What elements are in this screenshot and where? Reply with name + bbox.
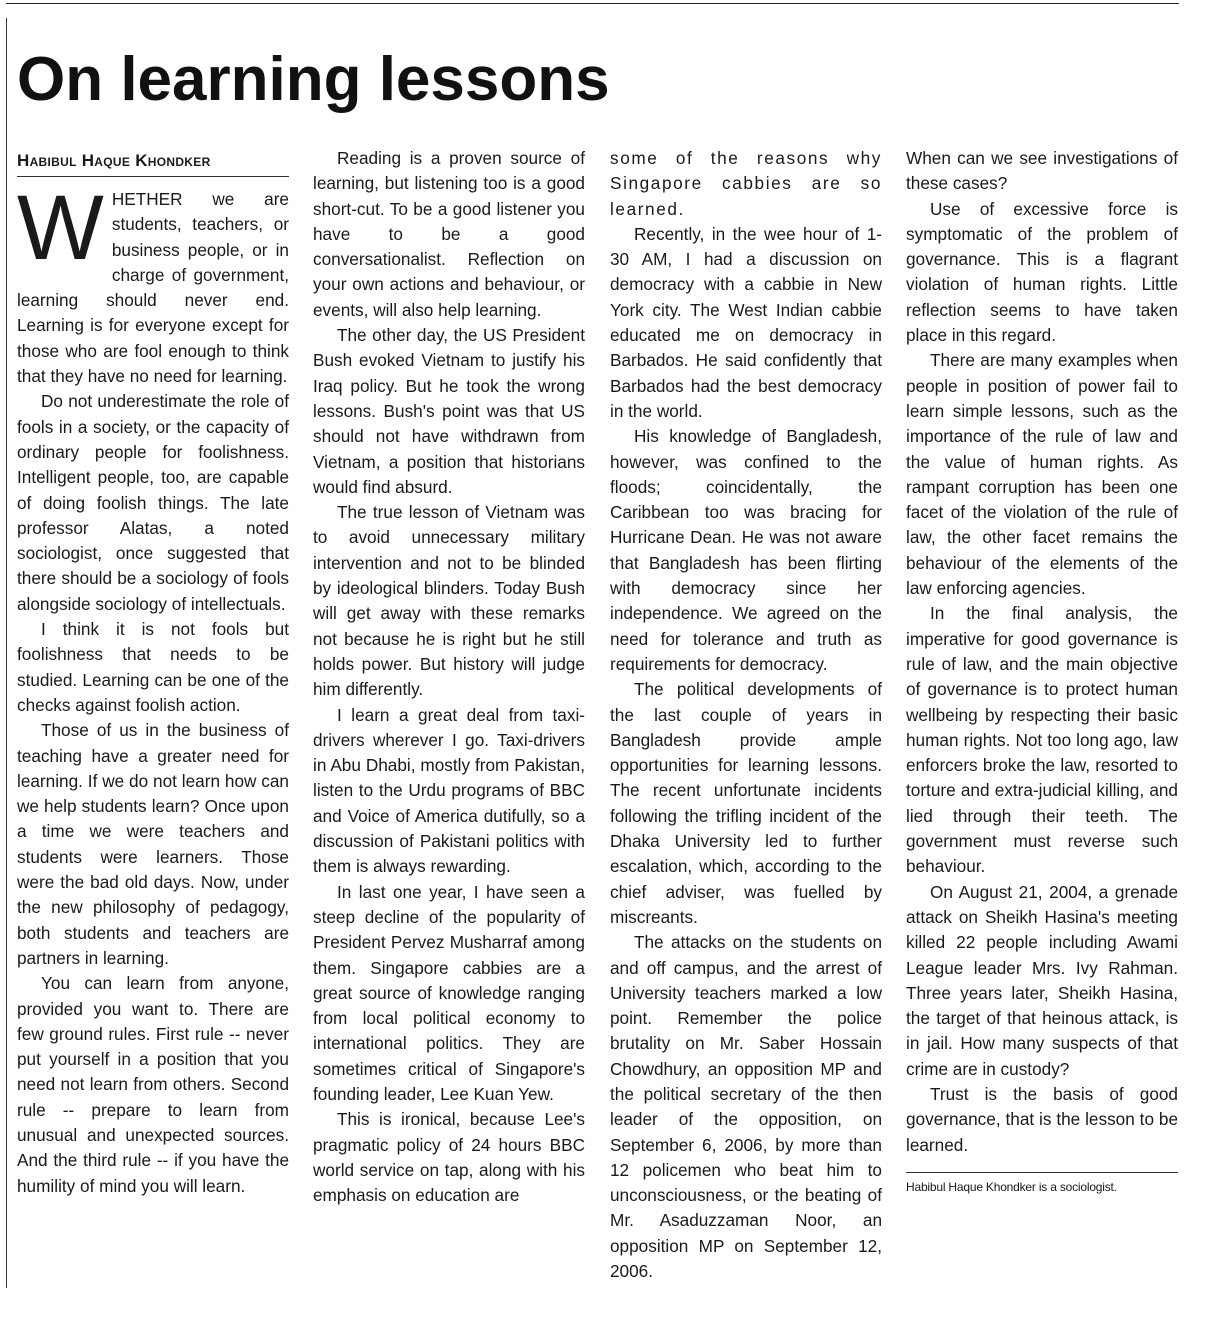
- paragraph: This is ironical, because Lee's pragmatic policy of 24 hours BBC world service on tap, along with his emphasis on education are: [313, 1109, 585, 1206]
- opening-paragraph: [17, 177, 289, 389]
- paragraph: Those of us in the business of teaching have a greater need for learning. If we do not learn how can we help students learn? Once upon a time we were teachers and students were learners. Those were the bad old days. Now, under the new philosophy of pedagogy, both students and teachers are partners in learning.: [17, 720, 289, 968]
- footnote-rule: [906, 1172, 1178, 1173]
- column-2: [313, 146, 585, 1208]
- column-1: [17, 146, 289, 1199]
- paragraph: Recently, in the wee hour of 1-30 AM, I had a discussion on democracy with a cabbie in New York city. The West Indian cabbie educated me on democracy in Barbados. He said confidently that Barbados had the best democracy in the world.: [610, 223, 882, 421]
- paragraph-continued: When can we see investigations of these cases?: [906, 148, 1178, 194]
- paragraph: The political developments of the last couple of years in Bangladesh provide ample opportunities for learning lessons. The recent unfortunate incidents following the trifling incident of the Dhaka University led to further escalation, which, according to the chief adviser, was fuelled by miscreants.: [610, 679, 882, 927]
- paragraph: I learn a great deal from taxi-drivers wherever I go. Taxi-drivers in Abu Dhabi, mostly from Pakistan, listen to the Urdu programs of BBC and Voice of America dutifully, so a discussion of Pakistani politics with them is always rewarding.: [313, 704, 585, 877]
- paragraph: In the final analysis, the imperative for good governance is rule of law, and the main objective of governance is to protect human wellbeing by respecting their basic human rights. Not too long ago, law enforcers broke the law, resorted to torture and extra-judicial killing, and lied through their teeth. The government must reverse such behaviour.: [906, 603, 1178, 877]
- column-4: [906, 146, 1178, 1195]
- paragraph: Do not underestimate the role of fools in a society, or the capacity of ordinary people for foolishness. Intelligent people, too, are capable of doing foolish things. The late professor Alatas, a noted sociologist, once suggested that there should be a sociology of fools alongside sociology of intellectuals.: [17, 391, 289, 614]
- paragraph: The attacks on the students on and off campus, and the arrest of University teachers marked a low point. Remember the police brutality on Mr. Saber Hossain Chowdhury, an opposition MP and the political secretary of the then leader of the opposition, on September 6, 2006, by more than 12 policemen who beat him to unconsciousness, or the beating of Mr. Asaduzzaman Noor, an opposition MP on September 12, 2006.: [610, 932, 882, 1282]
- paragraph-continued: some of the reasons why Singapore cabbies are so learned.: [610, 148, 882, 219]
- paragraph: Trust is the basis of good governance, that is the lesson to be learned.: [906, 1083, 1178, 1155]
- paragraph: His knowledge of Bangladesh, however, was confined to the floods; coincidentally, the Caribbean too was bracing for Hurricane Dean. He was not aware that Bangladesh has been flirting with democracy since her independence. We agreed on the need for tolerance and truth as requirements for democracy.: [610, 426, 882, 674]
- top-rule: [6, 3, 1179, 4]
- paragraph: On August 21, 2004, a grenade attack on Sheikh Hasina's meeting killed 22 people including Awami League leader Mrs. Ivy Rahman. Three years later, Sheikh Hasina, the target of that heinous attack, is in jail. How many suspects of that crime are in custody?: [906, 881, 1178, 1079]
- paragraph: Reading is a proven source of learning, but listening too is a good short-cut. To be a good listener you have to be a good conversationalist. Reflection on your own actions and behaviour, or events, will also help learning.: [313, 148, 585, 320]
- paragraph: In last one year, I have seen a steep decline of the popularity of President Pervez Musharraf among them. Singapore cabbies are a great source of knowledge ranging from local political economy to international politics. They are sometimes critical of Singapore's founding leader, Lee Kuan Yew.: [313, 881, 585, 1104]
- drop-cap: W: [17, 177, 104, 279]
- paragraph: You can learn from anyone, provided you want to. There are few ground rules. First rule -- never put yourself in a position that you need not learn from others. Second rule -- prepare to learn from unusual and unexpected sources. And the third rule -- if you have the humility of mind you will learn.: [17, 973, 289, 1196]
- opening-paragraph-text: HETHER we are students, teachers, or business people, or in charge of government, learning should never end. Learning is for everyone except for those who are fool enough to think that they have no need for learning.: [17, 189, 289, 387]
- left-column-rule: [6, 18, 7, 1288]
- paragraph: Use of excessive force is symptomatic of the problem of governance. This is a flagrant violation of human rights. Little reflection seems to have taken place in this regard.: [906, 198, 1178, 346]
- paragraph: The true lesson of Vietnam was to avoid unnecessary military intervention and not to be blinded by ideological blinders. Today Bush will get away with these remarks not because he is right but he still holds power. But history will judge him differently.: [313, 502, 585, 700]
- headline: On learning lessons: [17, 45, 610, 114]
- byline: Habibul Haque Khondker: [17, 151, 211, 170]
- column-3: [610, 146, 882, 1284]
- paragraph: The other day, the US President Bush evoked Vietnam to justify his Iraq policy. But he took the wrong lessons. Bush's point was that US should not have withdrawn from Vietnam, a position that historians would find absurd.: [313, 325, 585, 497]
- author-footnote: Habibul Haque Khondker is a sociologist.: [906, 1179, 1117, 1194]
- paragraph: I think it is not fools but foolishness that needs to be studied. Learning can be one of the checks against foolish action.: [17, 619, 289, 715]
- paragraph: There are many examples when people in position of power fail to learn simple lessons, such as the importance of the rule of law and the value of human rights. As rampant corruption has been one facet of the violation of the rule of law, the other facet remains the behaviour of the elements of the law enforcing agencies.: [906, 350, 1178, 599]
